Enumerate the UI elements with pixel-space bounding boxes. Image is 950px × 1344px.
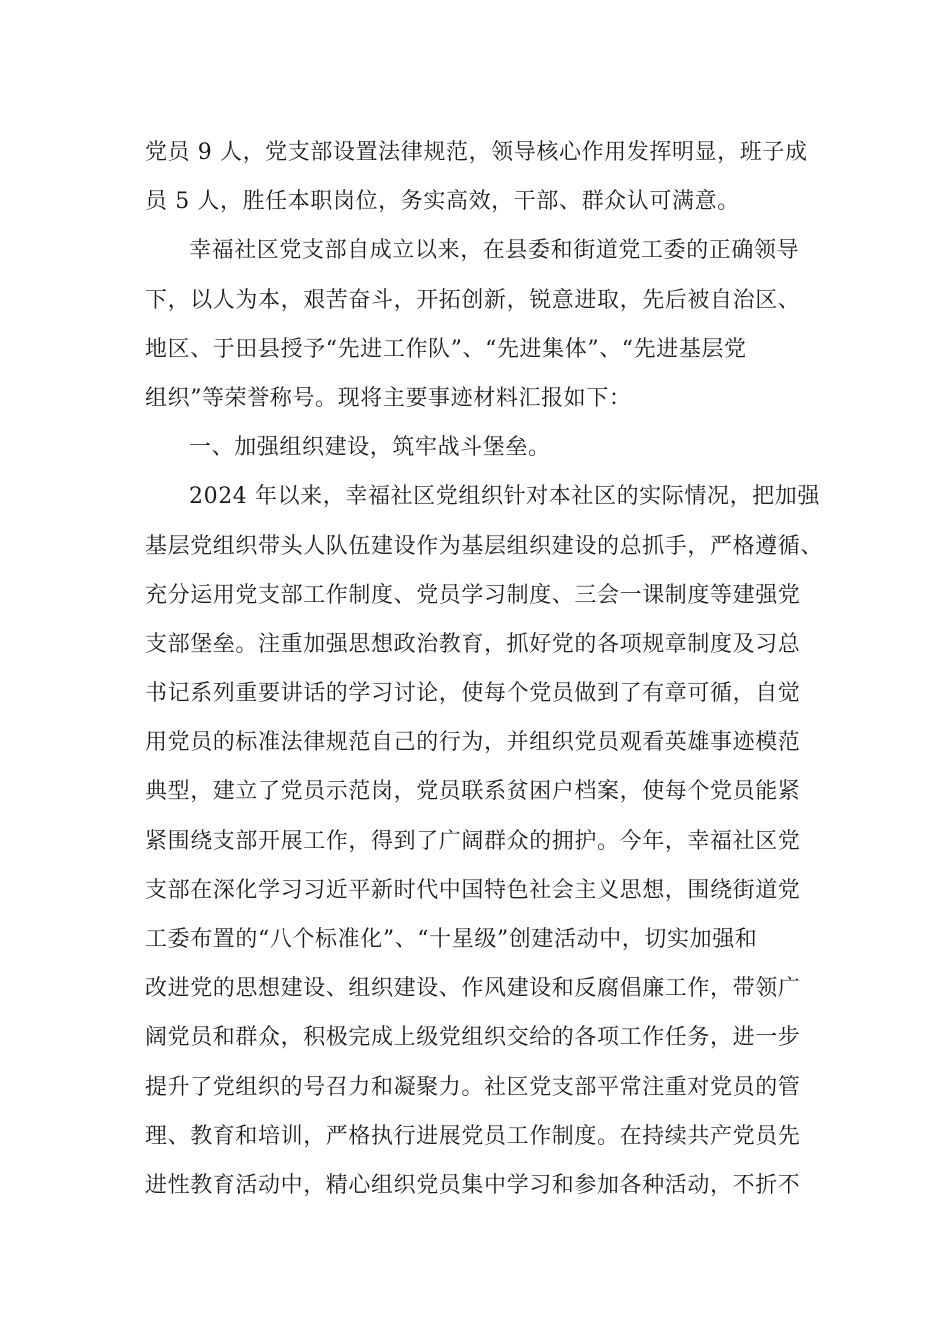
text-line: 书记系列重要讲话的学习讨论，使每个党员做到了有章可循，自觉 bbox=[145, 681, 801, 707]
text-line: 组织”等荣誉称号。现将主要事迹材料汇报如下： bbox=[145, 385, 632, 411]
text-line: 地区、于田县授予“先进工作队”、“先进集体”、“先进基层党 bbox=[145, 336, 747, 362]
paragraph-first-line: 幸福社区党支部自成立以来，在县委和街道党工委的正确领导 bbox=[189, 238, 800, 264]
text-line: 提升了党组织的号召力和凝聚力。社区党支部平常注重对党员的管 bbox=[145, 1074, 801, 1100]
text-line: 改进党的思想建设、组织建设、作风建设和反腐倡廉工作，带领广 bbox=[145, 976, 801, 1002]
text-line: 支部堡垒。注重加强思想政治教育，抓好党的各项规章制度及习总 bbox=[145, 631, 801, 657]
text-line: 充分运用党支部工作制度、党员学习制度、三会一课制度等建强党 bbox=[145, 582, 801, 608]
text-line: 员 5 人，胜任本职岗位，务实高效，干部、群众认可满意。 bbox=[145, 189, 740, 215]
text-line: 支部在深化学习习近平新时代中国特色社会主义思想，围绕街道党 bbox=[145, 877, 801, 903]
text-line: 基层党组织带头人队伍建设作为基层组织建设的总抓手，严格遵循、 bbox=[145, 533, 824, 559]
document-body bbox=[145, 128, 824, 1210]
text-line: 进性教育活动中，精心组织党员集中学习和参加各种活动，不折不 bbox=[145, 1172, 801, 1198]
text-line: 下，以人为本，艰苦奋斗，开拓创新，锐意进取，先后被自治区、 bbox=[145, 287, 801, 313]
text-line: 典型，建立了党员示范岗，党员联系贫困户档案，使每个党员能紧 bbox=[145, 779, 801, 805]
text-line: 阔党员和群众，积极完成上级党组织交给的各项工作任务，进一步 bbox=[145, 1025, 801, 1051]
text-line: 党员 9 人，党支部设置法律规范，领导核心作用发挥明显，班子成 bbox=[145, 140, 808, 165]
text-line: 紧围绕支部开展工作，得到了广阔群众的拥护。今年，幸福社区党 bbox=[145, 828, 801, 854]
section-heading: 一、加强组织建设，筑牢战斗堡垒。 bbox=[189, 435, 551, 461]
text-line: 工委布置的“八个标准化”、“十星级”创建活动中，切实加强和 bbox=[145, 927, 758, 952]
text-line: 理、教育和培训，严格执行进展党员工作制度。在持续共产党员先 bbox=[145, 1123, 801, 1149]
text-line: 用党员的标准法律规范自己的行为，并组织党员观看英雄事迹模范 bbox=[145, 730, 801, 756]
paragraph-first-line: 2024 年以来，幸福社区党组织针对本社区的实际情况，把加强 bbox=[189, 484, 820, 510]
